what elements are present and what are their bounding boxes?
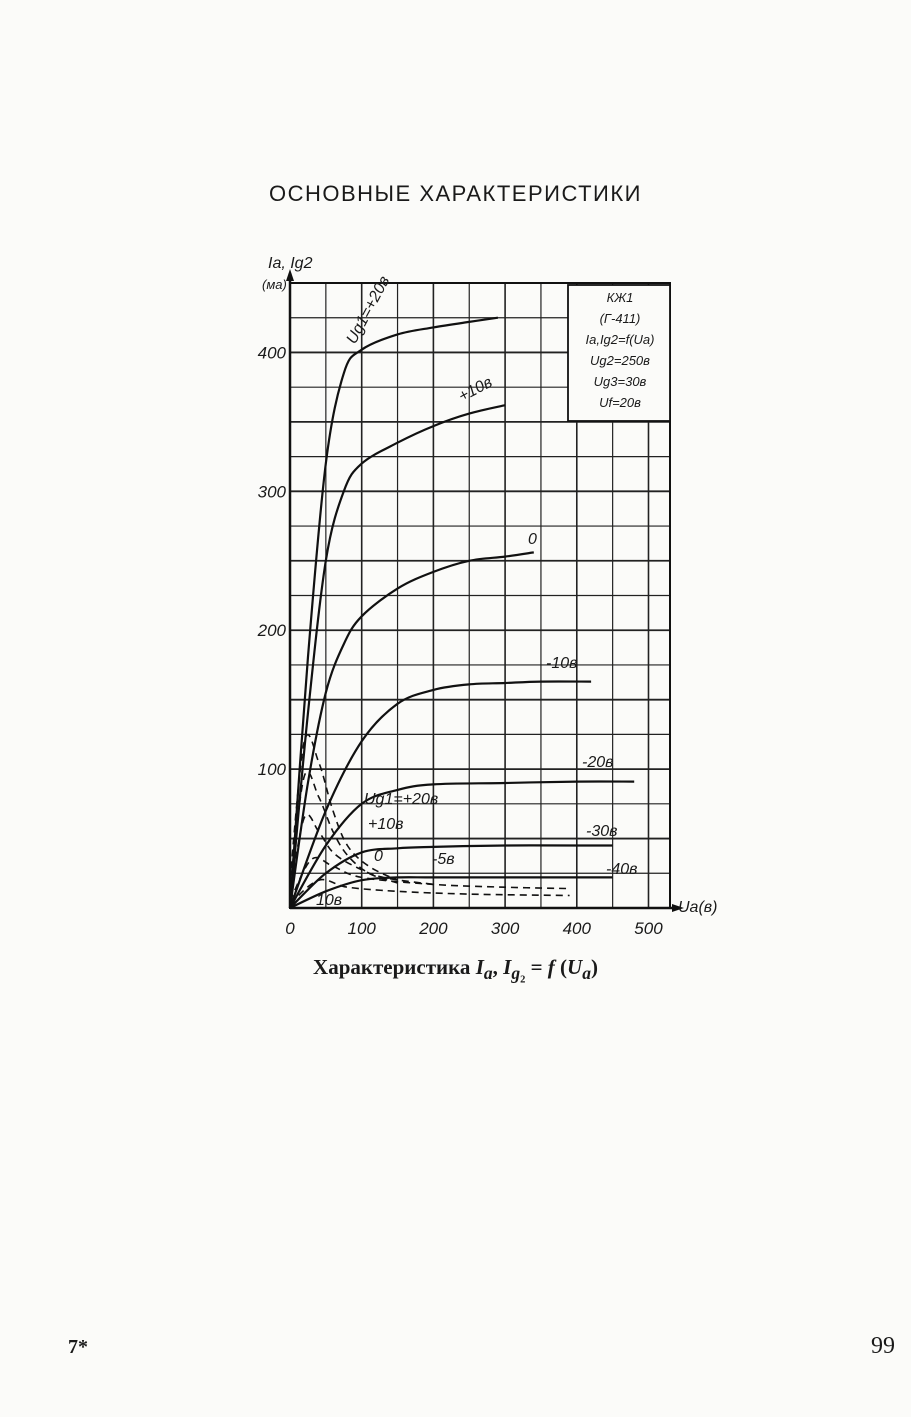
curve-label: Ug1=+20в [343,273,394,347]
legend-line: Ia,Ig2=f(Ua) [585,332,655,347]
curve-label: -40в [606,861,638,878]
x-tick-label: 400 [562,919,591,938]
legend-box [568,285,670,421]
figure-caption: Характеристика $I_a$, $I_{g_2} = f$ $(U_a)$ [313,955,598,984]
anode-curve-line [290,682,591,908]
x-tick-label: 200 [419,919,448,938]
curve-label: +10в [455,373,496,406]
legend-line: Uf=20в [599,395,641,410]
page-heading: ОСНОВНЫЕ ХАРАКТЕРИСТИКИ [269,181,642,206]
y-tick-label: 300 [257,482,286,502]
curve-label: -20в [582,754,614,771]
legend-line: КЖ1 [606,290,634,305]
page-number: 99 [871,1333,895,1359]
legend-line: Ug2=250в [590,353,650,368]
y-axis-unit: (ма) [262,277,287,292]
x-tick-label: 300 [490,919,520,938]
y-tick-label: 400 [257,343,286,363]
x-axis-label: Ua(в) [678,899,718,916]
curve-label: 10в [316,892,343,909]
x-tick-label: 100 [347,919,376,938]
anode-curve-line [290,552,534,908]
curve-label: -10в [546,655,578,672]
legend-line: (Г-411) [599,311,641,326]
y-axis-label: Ia, Ig2 [268,255,313,272]
y-tick-label: 200 [257,621,286,641]
curve-label: -5в [432,851,455,868]
curve-label: -30в [586,823,618,840]
curve-label: 0 [374,848,383,865]
curve-label: Ug1=+20в [364,791,439,808]
curve-label: 0 [528,531,537,548]
x-tick-label: 500 [634,919,663,938]
signature-mark: 7* [68,1336,88,1358]
curve-label: +10в [368,816,404,833]
legend-line: Ug3=30в [593,374,647,389]
y-tick-label: 100 [257,760,286,780]
x-tick-label: 0 [285,919,295,938]
